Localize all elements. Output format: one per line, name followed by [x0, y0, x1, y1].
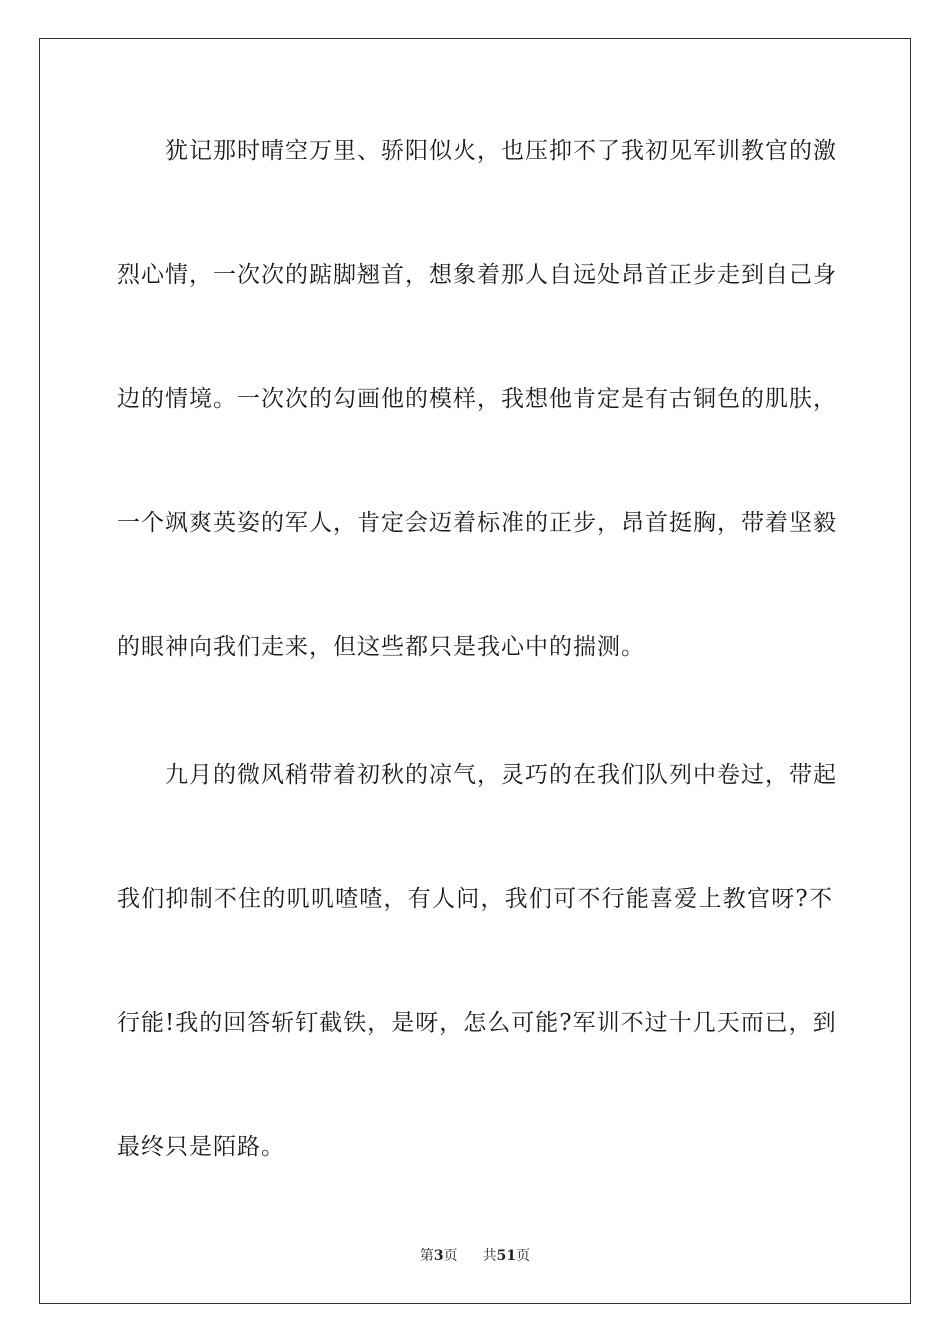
- text-line: 烈心情，一次次的踮脚翘首，想象着那人自远处昂首正步走到自己身: [117, 262, 837, 288]
- total-suffix: 页: [516, 1248, 531, 1264]
- page-suffix: 页: [443, 1248, 458, 1264]
- total-number: 51: [496, 1248, 517, 1264]
- text-line: 犹记那时晴空万里、骄阳似火，也压抑不了我初见军训教官的激: [165, 138, 837, 164]
- text-line: 九月的微风稍带着初秋的凉气，灵巧的在我们队列中卷过，带起: [165, 762, 837, 788]
- page-footer: [0, 1246, 950, 1266]
- total-pages-label: [483, 1248, 530, 1264]
- text-line: 边的情境。一次次的勾画他的模样，我想他肯定是有古铜色的肌肤，: [117, 386, 837, 412]
- page-border: [39, 38, 911, 1304]
- text-line: 我们抑制不住的叽叽喳喳，有人问，我们可不行能喜爱上教官呀?不: [117, 886, 833, 912]
- text-line: 最终只是陌路。: [117, 1134, 285, 1160]
- text-line: 的眼神向我们走来，但这些都只是我心中的揣测。: [117, 634, 645, 660]
- text-line: 行能!我的回答斩钉截铁，是呀，怎么可能?军训不过十几天而已，到: [117, 1010, 837, 1036]
- page-number: 3: [433, 1248, 444, 1264]
- total-prefix: 共: [482, 1248, 497, 1264]
- page-number-label: [420, 1248, 462, 1264]
- page-prefix: 第: [419, 1248, 434, 1264]
- text-line: 一个飒爽英姿的军人，肯定会迈着标准的正步，昂首挺胸，带着坚毅: [117, 510, 837, 536]
